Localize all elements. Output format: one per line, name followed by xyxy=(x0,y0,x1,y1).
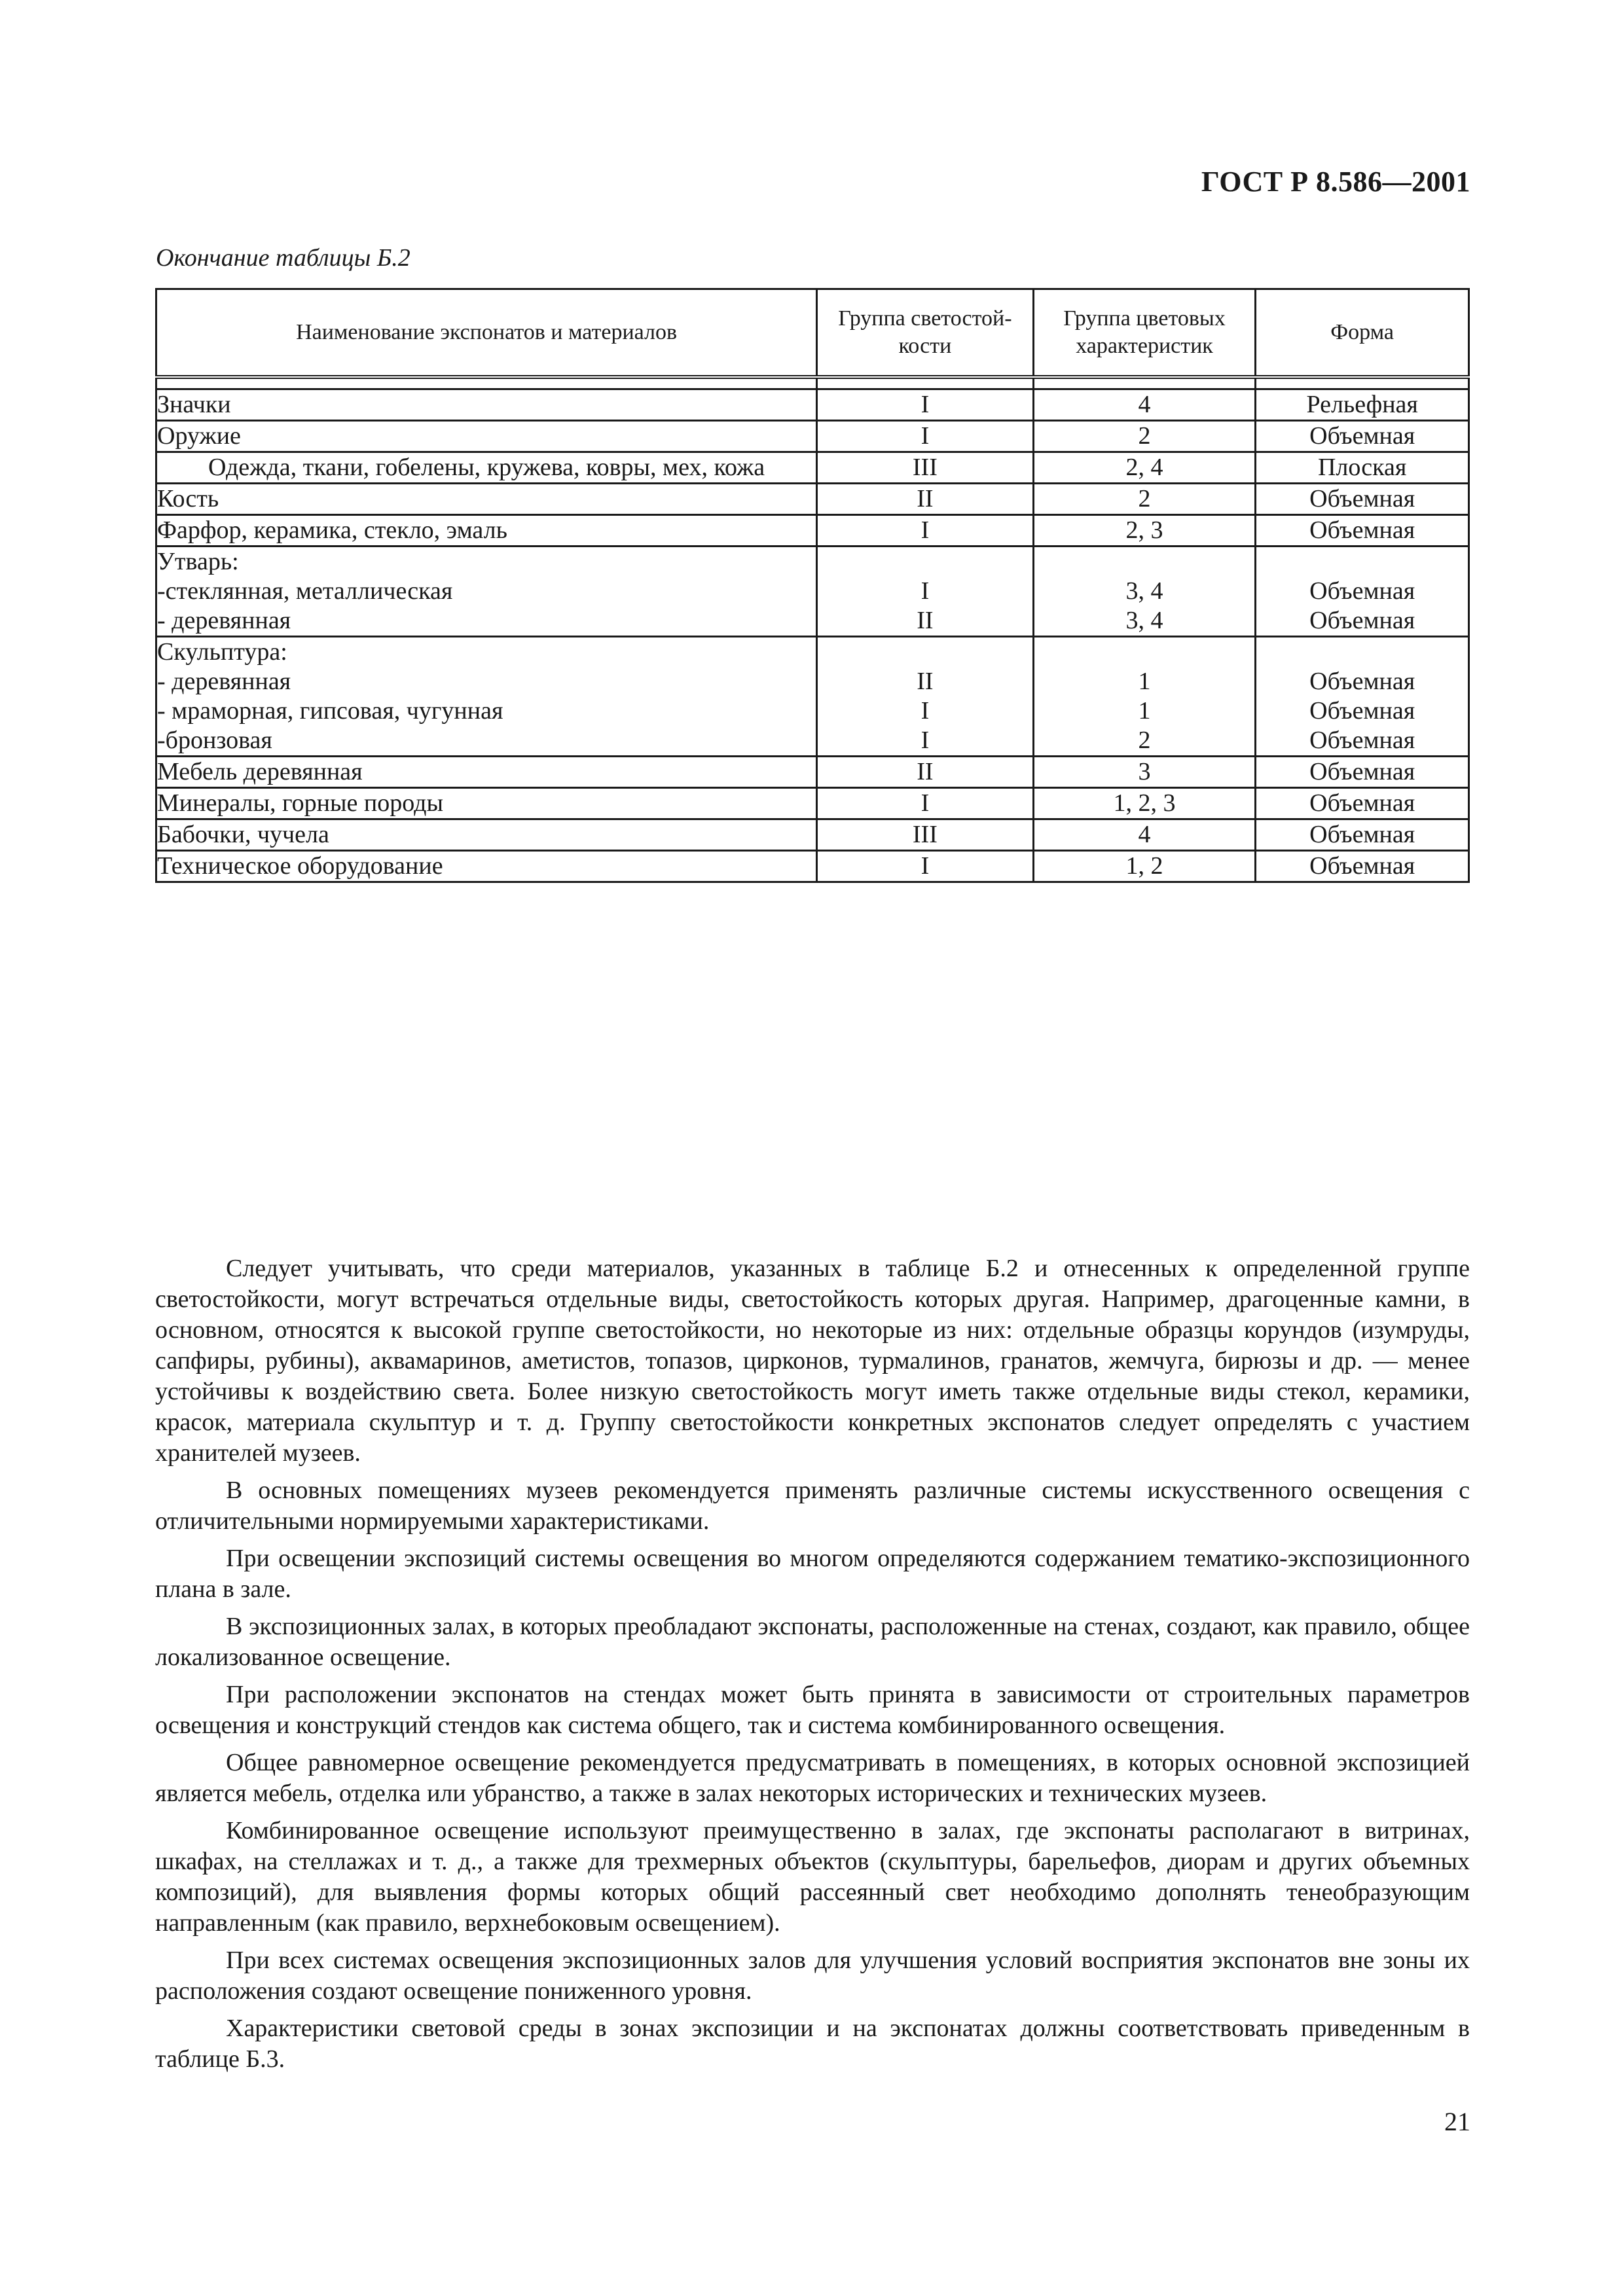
cell-exhibit-name-line: -бронзовая xyxy=(157,726,272,754)
cell-exhibit-name-line: Фарфор, керамика, стекло, эмаль xyxy=(157,516,507,544)
table-row xyxy=(156,389,1469,421)
cell-exhibit-name xyxy=(156,389,817,421)
column-header-name: Наименование экспонатов и материалов xyxy=(156,289,817,378)
cell-color-group-line: 3, 4 xyxy=(1125,607,1163,634)
cell-color-group-line: 2, 4 xyxy=(1125,454,1163,481)
cell-lightfastness-group-line: I xyxy=(921,516,930,544)
cell-lightfastness-group-line: III xyxy=(912,821,938,848)
paragraph: При расположении экспонатов на стендах может быть принята в зависимости от строительных параметров освещения и конструкций стендов как система общего, так и система комбинированного освещения. xyxy=(155,1681,1470,1739)
cell-lightfastness-group-line: I xyxy=(921,789,930,817)
cell-form-line: Объемная xyxy=(1309,789,1415,817)
table-row xyxy=(156,637,1469,757)
cell-lightfastness-group xyxy=(817,421,1034,452)
cell-color-group xyxy=(1033,757,1256,788)
cell-form-line: Рельефная xyxy=(1306,391,1418,418)
cell-form-line: Объемная xyxy=(1309,607,1415,634)
materials-table xyxy=(155,288,1470,883)
table-row xyxy=(156,421,1469,452)
cell-form-line: Объемная xyxy=(1309,668,1415,695)
table-row xyxy=(156,819,1469,851)
cell-color-group-line: 3 xyxy=(1138,758,1151,785)
paragraph: В экспозиционных залах, в которых преобладают экспонаты, расположенные на стенах, создают, как правило, общее локализованное освещение. xyxy=(155,1613,1470,1671)
table-row xyxy=(156,484,1469,515)
table-row xyxy=(156,547,1469,637)
cell-exhibit-name-line: - деревянная xyxy=(157,607,291,634)
cell-exhibit-name xyxy=(156,757,817,788)
cell-form xyxy=(1256,547,1469,637)
cell-form-line: Плоская xyxy=(1317,454,1407,481)
column-header-lightfastness-group: Группа светостой-кости xyxy=(817,289,1034,378)
cell-lightfastness-group-line: II xyxy=(917,758,934,785)
cell-color-group xyxy=(1033,547,1256,637)
cell-exhibit-name-line: Одежда, ткани, гобелены, кружева, ковры, мех, кожа xyxy=(208,454,765,481)
paragraph: При всех системах освещения экспозиционных залов для улучшения условий восприятия экспонатов вне зоны их расположения создают освещение пониженного уровня. xyxy=(155,1946,1470,2005)
cell-exhibit-name xyxy=(156,421,817,452)
cell-exhibit-name-line: Утварь: xyxy=(157,548,239,575)
cell-exhibit-name xyxy=(156,819,817,851)
cell-color-group xyxy=(1033,421,1256,452)
cell-color-group-line: 4 xyxy=(1138,821,1151,848)
paragraph: Общее равномерное освещение рекомендуется предусматривать в помещениях, в которых основной экспозицией является мебель, отделка или убранство, а также в залах некоторых исторических и технических музеев. xyxy=(155,1749,1470,1807)
cell-lightfastness-group-line: I xyxy=(921,726,930,754)
cell-exhibit-name-line: Мебель деревянная xyxy=(157,758,363,785)
cell-lightfastness-group-line: I xyxy=(921,577,930,605)
table-row xyxy=(156,757,1469,788)
cell-color-group xyxy=(1033,819,1256,851)
table-row xyxy=(156,788,1469,819)
cell-color-group xyxy=(1033,851,1256,882)
paragraph: При освещении экспозиций системы освещения во многом определяются содержанием тематико-экспозиционного плана в зале. xyxy=(155,1545,1470,1603)
cell-lightfastness-group-line: I xyxy=(921,852,930,880)
cell-exhibit-name xyxy=(156,637,817,757)
cell-exhibit-name xyxy=(156,547,817,637)
cell-exhibit-name xyxy=(156,788,817,819)
cell-form xyxy=(1256,484,1469,515)
table-row xyxy=(156,452,1469,484)
cell-lightfastness-group xyxy=(817,757,1034,788)
cell-exhibit-name xyxy=(156,851,817,882)
cell-lightfastness-group-line: II xyxy=(917,607,934,634)
cell-color-group xyxy=(1033,452,1256,484)
cell-lightfastness-group xyxy=(817,547,1034,637)
cell-form xyxy=(1256,757,1469,788)
table-spacer xyxy=(156,377,1469,389)
cell-color-group-line: 3, 4 xyxy=(1125,577,1163,605)
cell-exhibit-name-line: - мраморная, гипсовая, чугунная xyxy=(157,697,503,725)
cell-form xyxy=(1256,452,1469,484)
cell-color-group-line: 1, 2 xyxy=(1125,852,1163,880)
paragraph: Характеристики световой среды в зонах экспозиции и на экспонатах должны соответствовать приведенным в таблице Б.3. xyxy=(155,2015,1470,2073)
cell-form-line: Объемная xyxy=(1309,697,1415,725)
cell-lightfastness-group xyxy=(817,788,1034,819)
cell-color-group xyxy=(1033,637,1256,757)
page-number: 21 xyxy=(1444,2107,1470,2136)
column-header-form: Форма xyxy=(1256,289,1469,378)
paragraph: Следует учитывать, что среди материалов, указанных в таблице Б.2 и отнесенных к определенной группе светостойкости, могут встречаться отдельные виды, светостойкость которых другая. Например, драгоценные камни, в основном, относятся к высокой группе светостойкости, но некоторые из них: отдельные образцы корундов (изумруды, сапфиры, рубины), аквамаринов, аметистов, топазов, цирконов, турмалинов, гранатов, жемчуга, бирюзы и др. — менее устойчивы к воздействию света. Более низкую светостойкость могут иметь также отдельные виды стекол, керамики, красок, материала скульптур и т. д. Группу светостойкости конкретных экспонатов следует определять с участием хранителей музеев. xyxy=(155,1255,1470,1467)
cell-color-group-line: 1, 2, 3 xyxy=(1113,789,1176,817)
cell-form-line: Объемная xyxy=(1309,726,1415,754)
cell-lightfastness-group-line: I xyxy=(921,697,930,725)
cell-exhibit-name-line: - деревянная xyxy=(157,668,291,695)
cell-lightfastness-group-line: I xyxy=(921,422,930,450)
cell-color-group-line: 1 xyxy=(1138,697,1151,725)
cell-exhibit-name-line: Оружие xyxy=(157,422,241,450)
cell-form xyxy=(1256,788,1469,819)
body-text xyxy=(155,1253,1470,2081)
table-caption: Окончание таблицы Б.2 xyxy=(156,244,410,272)
cell-lightfastness-group-line: I xyxy=(921,391,930,418)
cell-lightfastness-group xyxy=(817,819,1034,851)
cell-form-line: Объемная xyxy=(1309,821,1415,848)
cell-exhibit-name xyxy=(156,484,817,515)
cell-lightfastness-group xyxy=(817,515,1034,547)
paragraph: В основных помещениях музеев рекомендуется применять различные системы искусственного освещения с отличительными нормируемыми характеристиками. xyxy=(155,1477,1470,1535)
cell-form-line: Объемная xyxy=(1309,758,1415,785)
cell-form xyxy=(1256,819,1469,851)
cell-lightfastness-group xyxy=(817,637,1034,757)
table-row xyxy=(156,851,1469,882)
cell-form xyxy=(1256,421,1469,452)
cell-color-group xyxy=(1033,484,1256,515)
cell-lightfastness-group-line: III xyxy=(912,454,938,481)
cell-color-group-line: 4 xyxy=(1138,391,1151,418)
cell-color-group-line: 2, 3 xyxy=(1125,516,1163,544)
table-header xyxy=(156,289,1469,378)
cell-form xyxy=(1256,515,1469,547)
cell-lightfastness-group xyxy=(817,851,1034,882)
cell-form-line: Объемная xyxy=(1309,485,1415,512)
cell-color-group-line: 2 xyxy=(1138,485,1151,512)
cell-form xyxy=(1256,851,1469,882)
cell-form xyxy=(1256,389,1469,421)
cell-exhibit-name-line: Минералы, горные породы xyxy=(157,789,443,817)
cell-exhibit-name-line: Кость xyxy=(157,485,219,512)
cell-lightfastness-group xyxy=(817,389,1034,421)
cell-form-line: Объемная xyxy=(1309,516,1415,544)
cell-lightfastness-group xyxy=(817,484,1034,515)
cell-color-group xyxy=(1033,389,1256,421)
cell-lightfastness-group-line: II xyxy=(917,668,934,695)
cell-color-group xyxy=(1033,788,1256,819)
cell-color-group-line: 2 xyxy=(1138,726,1151,754)
cell-form-line: Объемная xyxy=(1309,577,1415,605)
cell-exhibit-name-line: Техническое оборудование xyxy=(157,852,443,880)
document-code: ГОСТ Р 8.586—2001 xyxy=(1201,166,1470,198)
cell-form xyxy=(1256,637,1469,757)
cell-color-group-line: 2 xyxy=(1138,422,1151,450)
cell-lightfastness-group-line: II xyxy=(917,485,934,512)
table-row xyxy=(156,515,1469,547)
cell-color-group xyxy=(1033,515,1256,547)
cell-form-line: Объемная xyxy=(1309,852,1415,880)
cell-exhibit-name-line: Бабочки, чучела xyxy=(157,821,329,848)
cell-lightfastness-group xyxy=(817,452,1034,484)
cell-exhibit-name-line: Значки xyxy=(157,391,231,418)
cell-exhibit-name-line: Скульптура: xyxy=(157,638,287,666)
table-body xyxy=(156,377,1469,882)
cell-exhibit-name xyxy=(156,515,817,547)
cell-exhibit-name-line: -стеклянная, металлическая xyxy=(157,577,453,605)
cell-color-group-line: 1 xyxy=(1138,668,1151,695)
column-header-color-group: Группа цветовых характеристик xyxy=(1033,289,1256,378)
cell-form-line: Объемная xyxy=(1309,422,1415,450)
cell-exhibit-name xyxy=(156,452,817,484)
paragraph: Комбинированное освещение используют преимущественно в залах, где экспонаты располагают в витринах, шкафах, на стеллажах и т. д., а также для трехмерных объектов (скульптуры, барельефов, диорам и других объемных композиций), для выявления формы которых общий рассеянный свет необходимо дополнять тенеобразующим направленным (как правило, верхнебоковым освещением). xyxy=(155,1817,1470,1937)
